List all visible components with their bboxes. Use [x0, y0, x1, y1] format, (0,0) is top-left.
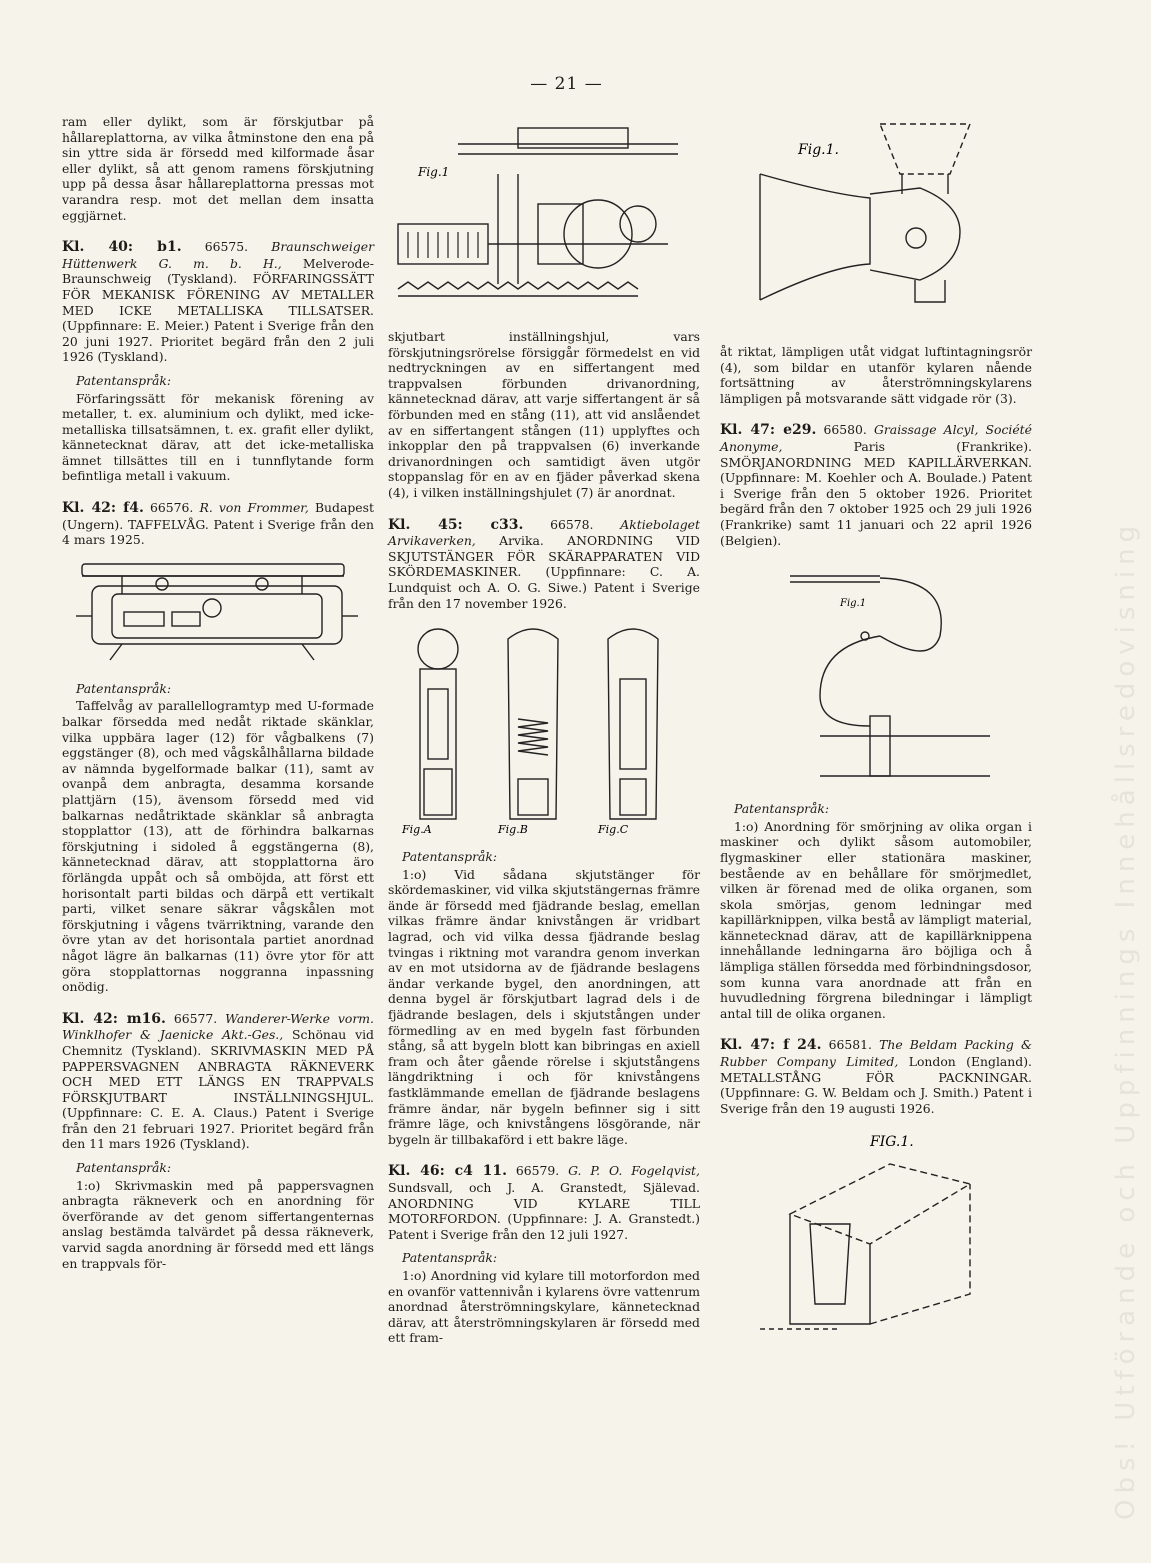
- figure-packing-bar: [720, 1124, 1032, 1354]
- class-code: Kl. 42: f4.: [62, 500, 144, 517]
- claim-text: Förfaringssätt för mekanisk förening av metaller, t. ex. aluminium och dylikt, med icke-metalliska tillsatsämnen, t. ex. grafit eller dylikt, kännetecknat därav, att det icke-metalliska ämnet tillsättes till en i tunnflytande form befintliga metall i vakuum.: [62, 390, 374, 484]
- figure-knife: [388, 619, 700, 839]
- assignee: Braunschweiger Hüttenwerk G. m. b. H.,: [62, 239, 374, 271]
- class-code: Kl. 40: b1.: [62, 239, 182, 256]
- fig-label: FIG.1.: [870, 1134, 914, 1151]
- claim-text: Taffelvåg av parallellogramtyp med U-formade balkar försedda med nedåt riktade skänklar, vilka uppbära lager (12) för vågbalkens (7) eggstänger (8), och med vågskålhållarna bildade av nämnda bygelformade balkar (11), samt av ovanpå dem anbragta, desamma korsande plattjärn (15), ävensom försedd med vid balkarnas nedåtriktade skänklar så anbragta stopplattor (13), att de förhindra balkarnas förskjutning i sidoled å eggstängerna (8), kännetecknad därav, att stopplattorna äro förlängda uppåt och så omböjda, att först ett horisontalt parti bildas och därpå ett vertikalt parti, vilket senare säkrar vågskålen mot förskjutning i vågens tvärriktning, varande den övre ytan av det horisontala partiet anordnad något lägre än balkarnas (11) övre ytor för att göra stopplattornas noggranna inpassning onödig.: [62, 698, 374, 995]
- claim-text: 1:o) Skrivmaskin med på pappersvagnen anbragta räkneverk och en anordning för överförande av det genom siffertangenternas anslag bestämda talvärdet på dessa räkneverk, varvid sagda anordning är försedd med ett längs en trappvals för-: [62, 1177, 374, 1271]
- class-code: Kl. 42: m16.: [62, 1010, 166, 1027]
- col2-continuation: skjutbart inställningshjul, vars förskjutningsrörelse försiggår förmedelst en vid nedtryckningen av en siffertangent med trappvalsen förbunden drivanordning, kännetecknad därav, att varje siffertangent är så förbunden med en stång (11), att vid anslåendet av en siffertangent stången (11) upplyftes och inkopplar den på trappvalsen (6) inverkande drivanordningen och samtidigt även utgör stoppanslag för en av en fjäder påverkad skena (4), i vilken inställningshjulet (7) är anordnat.: [388, 329, 700, 500]
- entry-body: Sundsvall, och J. A. Granstedt, Själevad. ANORDNING VID KYLARE TILL MOTORFORDON. (Uppfinnare: J. A. Granstedt.) Patent i Sverige från den 12 juli 1927.: [388, 1179, 700, 1242]
- column-2: [388, 114, 700, 1346]
- entry-66576: [62, 500, 374, 548]
- claim-heading: Patentanspråk:: [402, 849, 498, 865]
- patent-number: 66575.: [204, 239, 249, 255]
- watermark-text: Obs! Utförande och Uppfinnings Innehållsredovisning: [1111, 519, 1141, 1520]
- entry-body: London (England). METALLSTÅNG FÖR PACKNINGAR. (Uppfinnare: G. W. Beldam och J. Smith.) Patent i Sverige från den 19 augusti 1926.: [720, 1054, 1032, 1116]
- entry-body: Melverode-Braunschweig (Tyskland). FÖRFARINGSSÄTT FÖR MEKANISK FÖRENING AV METALLER MED ICKE METALLISKA TILLSATSER. (Uppfinnare: E. Meier.) Patent i Sverige från den 20 juni 1927. Prioritet begärd från den 2 juli 1926 (Tyskland).: [62, 255, 374, 365]
- col1-intro: ram eller dylikt, som är förskjutbar på hållareplattorna, av vilka åtminstone den ena på sin yttre sida är försedd med kilformade åsar eller dylikt, så att genom ramens förskjutning upp på dessa åsar hållareplattorna pressas mot varandra resp. mot det mellan dem insatta eggjärnet.: [62, 114, 374, 223]
- class-code: Kl. 46: c4 11.: [388, 1163, 508, 1180]
- patent-number: 66580.: [823, 422, 867, 438]
- patent-number: 66578.: [550, 516, 594, 532]
- fig-label: Fig.1: [418, 165, 450, 179]
- claim-heading: Patentanspråk:: [734, 801, 830, 817]
- typewriter-drawing: [388, 114, 688, 319]
- col3-continuation: åt riktat, lämpligen utåt vidgat luftintagningsrör (4), som bildar en utanför kylaren nående fortsättning av återströmningskylarens lämpligen på motsvarande sätt vidgade rör (3).: [720, 344, 1032, 406]
- entry-66580: [720, 422, 1032, 548]
- fig-a-label: Fig.A: [402, 823, 432, 837]
- figure-horn: [720, 114, 1032, 334]
- patent-number: 66581.: [828, 1037, 872, 1053]
- assignee: Wanderer-Werke vorm. Winklhofer & Jaenicke Akt.-Ges.,: [62, 1010, 374, 1043]
- fig-label: Fig.1.: [798, 142, 839, 158]
- lubricator-drawing: [720, 556, 1020, 791]
- entry-66577: [62, 1011, 374, 1152]
- figure-typewriter: [388, 114, 700, 319]
- assignee: Graissage Alcyl, Société Anonyme,: [720, 422, 1032, 454]
- figure-lubricator: [720, 556, 1032, 791]
- fig-c-label: Fig.C: [598, 823, 629, 837]
- patent-number: 66579.: [515, 1163, 560, 1179]
- column-3: [720, 114, 1032, 1364]
- entry-body: Schönau vid Chemnitz (Tyskland). SKRIVMASKIN MED PÅ PAPPERSVAGNEN ANBRAGTA RÄKNEVERK OCH MED ETT LÄNGS EN TRAPPVALS FÖRSKJUTBART INSTÄLLNINGSHJUL. (Uppfinnare: C. E. A. Claus.) Patent i Sverige från den 21 februari 1927. Prioritet begärd från den 11 mars 1926 (Tyskland).: [62, 1027, 374, 1152]
- assignee: R. von Frommer,: [199, 500, 309, 516]
- entry-body: Budapest (Ungern). TAFFELVÅG. Patent i Sverige från den 4 mars 1925.: [62, 500, 374, 548]
- class-code: Kl. 45: c33.: [388, 516, 524, 533]
- patent-number: 66577.: [173, 1010, 218, 1026]
- assignee: G. P. O. Fogelqvist,: [568, 1163, 700, 1179]
- knife-drawing: [388, 619, 688, 839]
- entry-66581: [720, 1037, 1032, 1116]
- fig-b-label: Fig.B: [498, 823, 528, 837]
- claim-text: 1:o) Anordning vid kylare till motorfordon med en ovanför vattennivån i kylarens övre vattenrum anordnad återströmningskylare, kännetecknad därav, att återströmningskylaren är försedd med ett fram-: [388, 1267, 700, 1346]
- class-code: Kl. 47: f 24.: [720, 1037, 822, 1054]
- assignee: Aktiebolaget Arvikaverken,: [388, 516, 700, 549]
- scale-drawing: [62, 556, 362, 671]
- claim-heading: Patentanspråk:: [402, 1250, 498, 1266]
- claim-text: 1:o) Anordning för smörjning av olika organ i maskiner och dylikt såsom automobiler, flygmaskiner eller stationära maskiner, bestående av en behållare för smörjmedlet, vilken är förenad med de olika organen, som skola smörjas, genom ledningar med kapillärknippen, vilka bestå av lämpligt material, kännetecknad därav, att de kapillärknippena innehållande ledningarna äro böjliga och å lämpliga ställen försedda med förbindningsdosor, som kunna vara anordnade att från en huvudledning förgrena biledningar i lämpligt antal till de olika organen.: [720, 818, 1032, 1021]
- class-code: Kl. 47: e29.: [720, 422, 817, 439]
- page-number: — 21 —: [530, 74, 603, 94]
- entry-66575: [62, 239, 374, 365]
- fig-label: Fig.1: [840, 598, 867, 610]
- entry-66578: [388, 517, 700, 612]
- claim-heading: Patentanspråk:: [76, 680, 172, 696]
- figure-scale: [62, 556, 374, 671]
- assignee: The Beldam Packing & Rubber Company Limited,: [720, 1037, 1032, 1070]
- column-1: [62, 114, 374, 1271]
- patent-number: 66576.: [149, 500, 194, 516]
- claim-heading: Patentanspråk:: [76, 1160, 172, 1176]
- claim-heading: Patentanspråk:: [76, 372, 172, 388]
- entry-body: Arvika. ANORDNING VID SKJUTSTÄNGER FÖR SKÄRAPPARATEN VID SKÖRDEMASKINER. (Uppfinnare: C. A. Lundquist och A. O. G. Siwe.) Patent i Sverige från den 17 november 1926.: [388, 533, 700, 611]
- entry-66579: [388, 1163, 700, 1242]
- horn-drawing: [720, 114, 1020, 334]
- entry-body: Paris (Frankrike). SMÖRJANORDNING MED KAPILLÄRVERKAN. (Uppfinnare: M. Koehler och A. Boulade.) Patent i Sverige från den 5 oktober 1926. Prioritet begärd från den 7 oktober 1925 och 29 juli 1926 (Frankrike) samt 11 januari och 22 april 1926 (Belgien).: [720, 438, 1032, 548]
- claim-text: 1:o) Vid sådana skjutstänger för skördemaskiner, vid vilka skjutstängernas främre ände är försedd med fjädrande beslag, emellan vilkas främre ändar knivstången är vridbart lagrad, och vid vilka dessa fjädrande beslag tvingas i riktning mot varandra genom inverkan av en mot utsidorna av de fjädrande beslagens ändar verkande bygel, den anordningen, att denna bygel är förskjutbart lagrad dels i de fjädrande beslagen, dels i skjutstången under förmedling av en med bygeln fast förbunden stång, så att bygeln blott kan bibringas en axiell fram och åter gående rörelse i skjutstångens längdriktning i och för knivstångens fastklämmande emellan de fjädrande beslagens främre ändar, när bygeln befinner sig i sitt främre läge, och knivstångens lösgörande, när bygeln är tillbakaförd i ett bakre läge.: [388, 866, 700, 1147]
- packing-bar-drawing: [720, 1124, 1020, 1354]
